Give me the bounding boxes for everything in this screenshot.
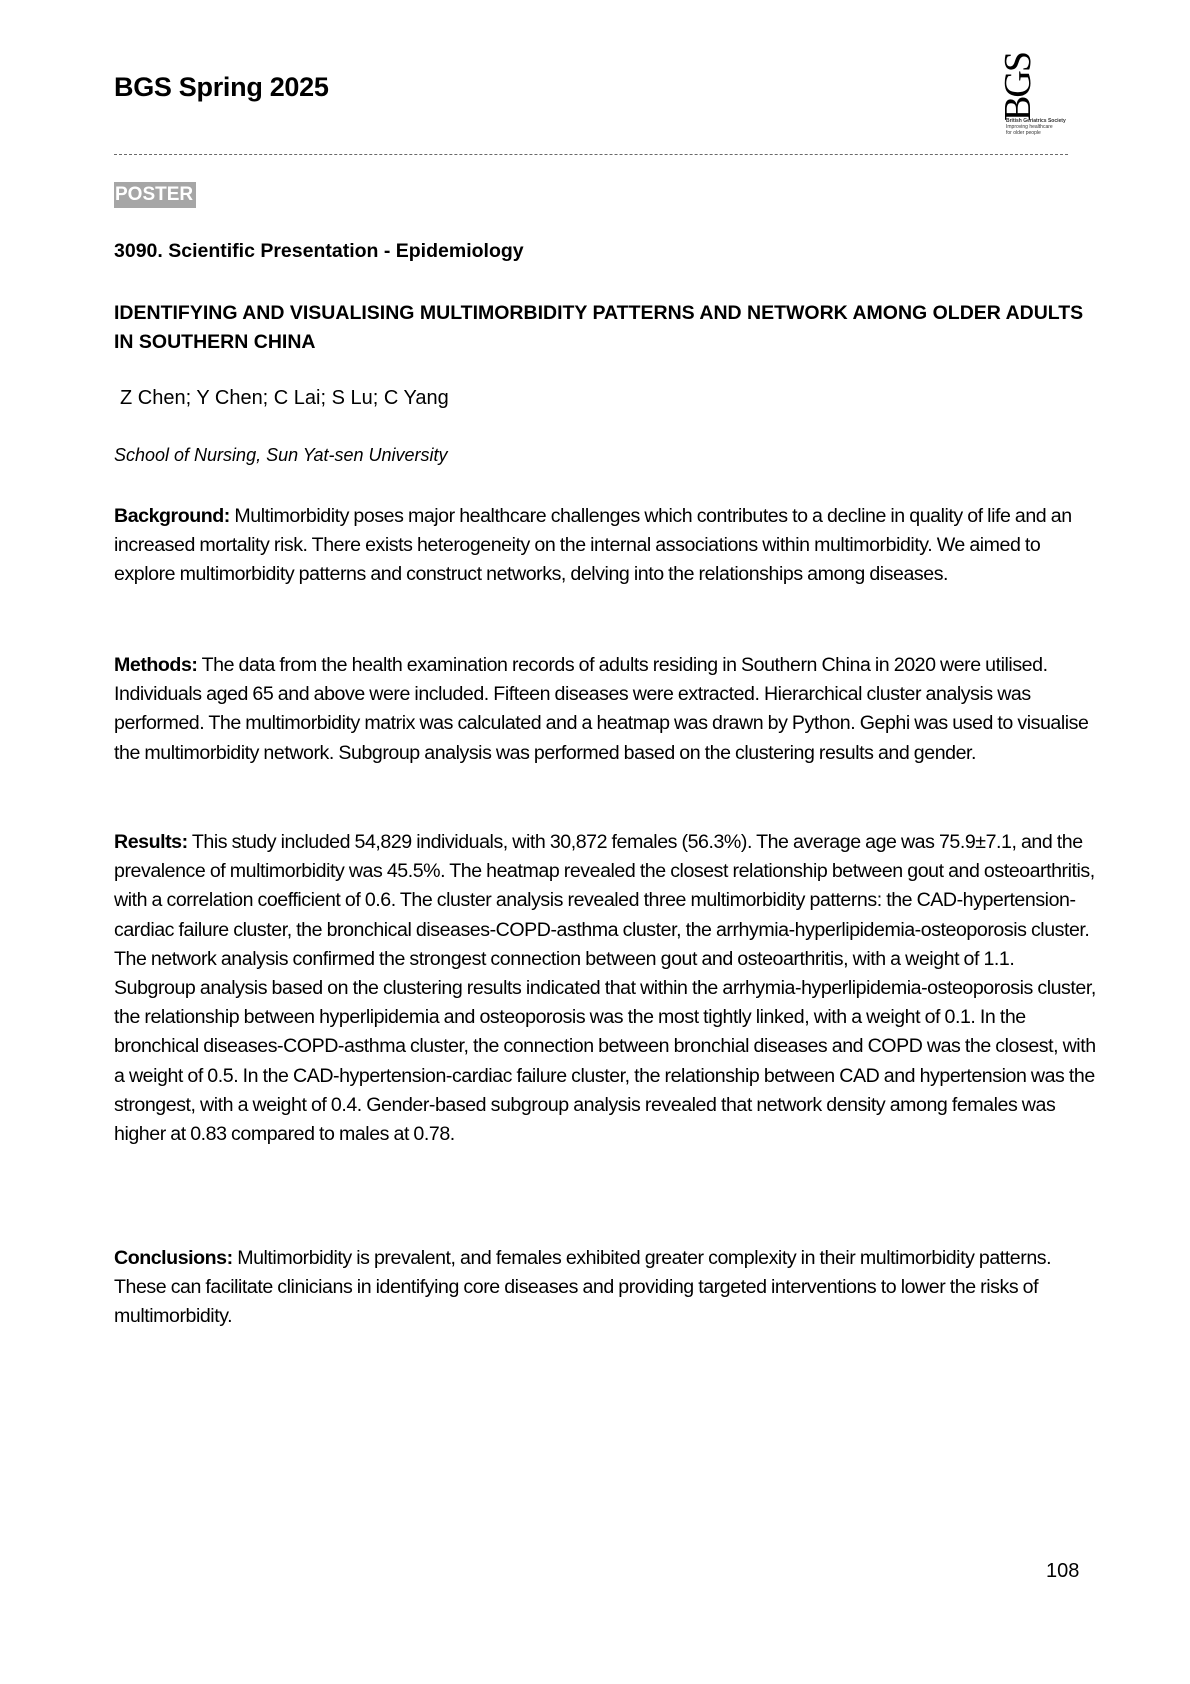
logo-mark-text: BGS [997,53,1039,121]
results-text: This study included 54,829 individuals, with 30,872 females (56.3%). The average age was 75.9±7.1, and the prevalence of multimorbidity was 45.5%. The heatmap revealed the closest relationship between gout and osteoarthritis, with a correlation coefficient of 0.6. The cluster analysis revealed three multimorbidity patterns: the CAD-hypertension-cardiac failure cluster, the bronchical diseases-COPD-asthma cluster, the arrhymia-hyperlipidemia-osteoporosis cluster. The network analysis confirmed the strongest connection between gout and osteoarthritis, with a weight of 1.1. Subgroup analysis based on the clustering results indicated that within the arrhymia-hyperlipidemia-osteoporosis cluster, the relationship between hyperlipidemia and osteoporosis was the most tightly linked, with a weight of 0.1. In the bronchical diseases-COPD-asthma cluster, the connection between bronchial diseases and COPD was the closest, with a weight of 0.5. In the CAD-hypertension-cardiac failure cluster, the relationship between CAD and hypertension was the strongest, with a weight of 0.4. Gender-based subgroup analysis revealed that network density among females was higher at 0.83 compared to males at 0.78. [114,831,1096,1146]
page-number: 108 [1046,1560,1080,1582]
logo-line-2: Improving healthcare [1006,124,1053,130]
logo-caption [1006,118,1066,136]
bgs-logo [997,52,1073,142]
conclusions-label: Conclusions: [114,1247,233,1269]
authors: Z Chen; Y Chen; C Lai; S Lu; C Yang [120,387,449,409]
methods-paragraph [114,651,1099,768]
conclusions-paragraph [114,1244,1099,1332]
logo-line-3: for older people [1006,130,1041,136]
logo-line-1: British Geriatrics Society [1006,118,1066,124]
affiliation: School of Nursing, Sun Yat-sen University [114,445,448,465]
poster-badge: POSTER [114,182,196,208]
background-paragraph [114,502,1099,590]
page-header-title: BGS Spring 2025 [114,72,329,102]
section-heading: 3090. Scientific Presentation - Epidemiology [114,240,524,262]
results-label: Results: [114,831,188,853]
methods-text: The data from the health examination records of adults residing in Southern China in 2020 were utilised. Individuals aged 65 and above were included. Fifteen diseases were extracted. Hierarchical cluster analysis was performed. The multimorbidity matrix was calculated and a heatmap was drawn by Python. Gephi was used to visualise the multimorbidity network. Subgroup analysis was performed based on the clustering results and gender. [114,654,1089,764]
results-paragraph [114,828,1099,1149]
bgs-logo-icon [997,52,1039,121]
methods-label: Methods: [114,654,198,676]
background-text: Multimorbidity poses major healthcare challenges which contributes to a decline in quality of life and an increased mortality risk. There exists heterogeneity on the internal associations within multimorbidity. We aimed to explore multimorbidity patterns and construct networks, delving into the relationships among diseases. [114,505,1072,586]
background-label: Background: [114,505,230,527]
abstract-title: IDENTIFYING AND VISUALISING MULTIMORBIDITY PATTERNS AND NETWORK AMONG OLDER ADULTS IN SOUTHERN CHINA [114,302,1084,353]
conclusions-text: Multimorbidity is prevalent, and females exhibited greater complexity in their multimorbidity patterns. These can facilitate clinicians in identifying core diseases and providing targeted interventions to lower the risks of multimorbidity. [114,1247,1052,1328]
header-divider [114,154,1068,155]
